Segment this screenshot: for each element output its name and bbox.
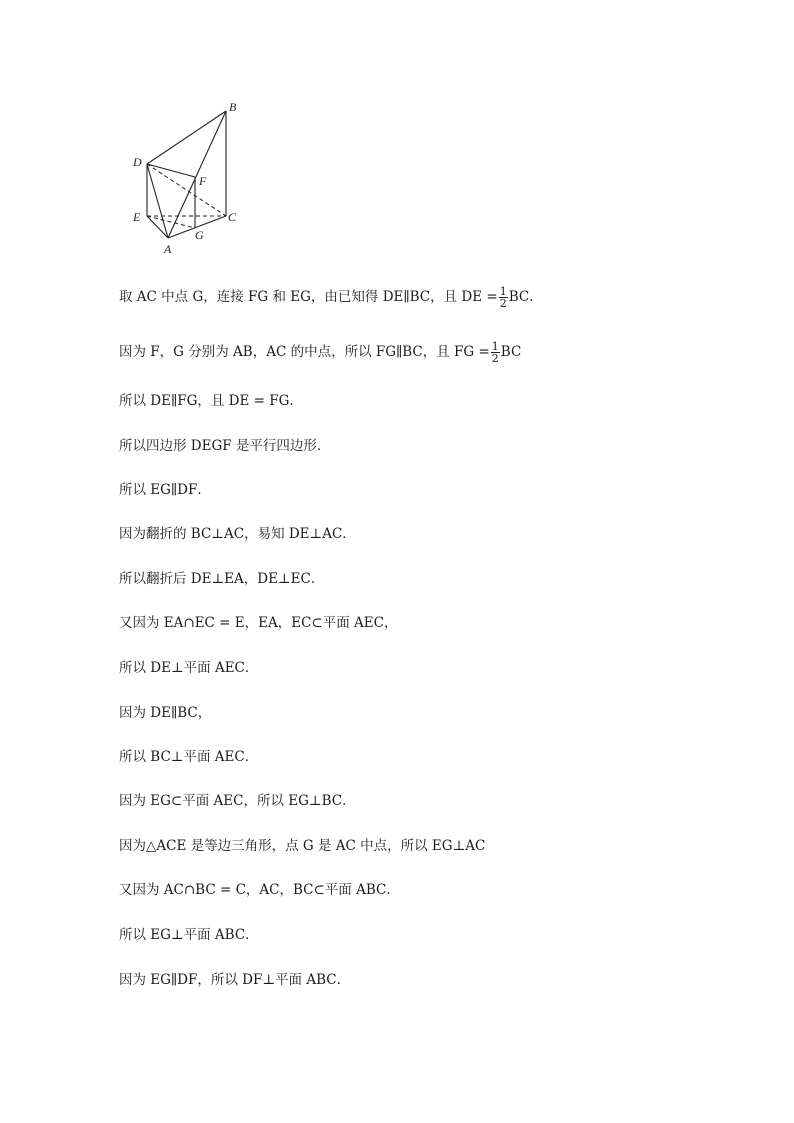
proof-line-15: 所以 EG⊥平面 ABC．	[119, 927, 259, 943]
label-C: C	[228, 210, 237, 224]
proof-line-7: 所以翻折后 DE⊥EA，DE⊥EC．	[119, 571, 325, 587]
proof-line-9: 所以 DE⊥平面 AEC．	[119, 660, 259, 676]
proof-line-6: 因为翻折的 BC⊥AC，易知 DE⊥AC．	[119, 526, 356, 542]
fraction-numerator: 1	[499, 285, 507, 298]
proof-line-5: 所以 EG∥DF．	[119, 482, 211, 498]
geometry-figure	[128, 98, 248, 260]
label-F: F	[199, 174, 207, 188]
proof-line-12: 因为 EG⊂平面 AEC，所以 EG⊥BC．	[119, 793, 356, 809]
proof-line-10: 因为 DE∥BC，	[119, 705, 212, 721]
edge-DF	[147, 164, 195, 177]
proof-line-4: 所以四边形 DEGF 是平行四边形．	[119, 438, 331, 454]
label-G: G	[195, 228, 204, 242]
fraction-denominator: 2	[491, 352, 499, 365]
fraction-half	[499, 286, 508, 309]
text: 因为 F，G 分别为 AB，AC 的中点，所以 FG∥BC，且 FG =	[119, 344, 490, 360]
text: BC	[500, 344, 522, 360]
folded-solid-diagram	[128, 98, 248, 260]
label-B: B	[229, 100, 237, 114]
proof-line-13: 因为△ACE 是等边三角形，点 G 是 AC 中点，所以 EG⊥AC	[119, 838, 486, 854]
proof-line-16: 因为 EG∥DF，所以 DF⊥平面 ABC．	[119, 972, 351, 988]
text: BC．	[508, 289, 543, 305]
proof-line-14: 又因为 AC∩BC = C，AC，BC⊂平面 ABC．	[119, 882, 400, 898]
proof-line-1	[119, 286, 543, 309]
proof-line-8: 又因为 EA∩EC = E，EA，EC⊂平面 AEC，	[119, 615, 398, 631]
fraction-half	[491, 341, 500, 364]
label-A: A	[164, 242, 172, 256]
fraction-denominator: 2	[499, 297, 507, 310]
label-D: D	[133, 155, 142, 169]
edge-DC-dashed	[147, 164, 226, 216]
edge-EG-dashed	[147, 216, 195, 228]
label-E: E	[133, 210, 141, 224]
proof-line-3: 所以 DE∥FG，且 DE = FG．	[119, 393, 303, 409]
proof-line-11: 所以 BC⊥平面 AEC．	[119, 749, 259, 765]
text: 取 AC 中点 G，连接 FG 和 EG，由已知得 DE∥BC，且 DE =	[119, 289, 498, 305]
proof-line-2	[119, 341, 521, 364]
fraction-numerator: 1	[491, 340, 499, 353]
